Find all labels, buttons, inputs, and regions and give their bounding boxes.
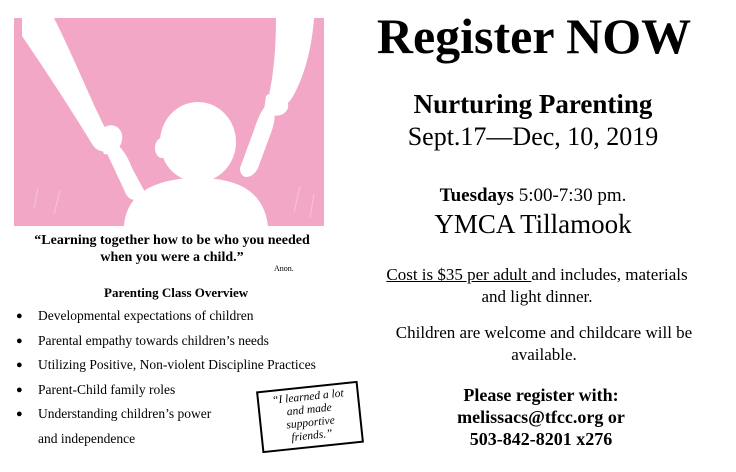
overview-title: Parenting Class Overview [104, 285, 249, 300]
schedule-time: 5:00-7:30 pm. [518, 185, 627, 206]
schedule-line [360, 184, 706, 208]
cost-text [372, 264, 702, 308]
schedule-day: Tuesdays [439, 185, 514, 206]
bullet-icon: ● [16, 334, 23, 347]
list-item-continuation: and independence [38, 430, 136, 446]
register-email: melissacs@tfcc.org or [457, 407, 625, 427]
bullet-icon: ● [16, 408, 23, 420]
page-title: Register NOW [376, 8, 692, 64]
venue-name: YMCA Tillamook [434, 209, 632, 239]
register-phone: 503-842-8201 x276 [469, 429, 613, 449]
list-item: ● Parent-Child family roles [14, 378, 354, 403]
left-column [0, 0, 360, 472]
bullet-icon: ● [16, 310, 23, 322]
quote-text: “Learning together how to be who you needed when you were a child.” [34, 233, 310, 265]
right-column [360, 0, 736, 472]
cost-underlined: Cost is $35 per adult [386, 265, 532, 284]
parent-child-silhouette-image [14, 18, 324, 226]
quote-author: Anon. [274, 264, 294, 273]
bullet-icon: ● [16, 359, 23, 371]
program-name: Nurturing Parenting [413, 89, 653, 119]
list-item: ● Parental empathy towards children’s needs [14, 329, 354, 354]
register-info [360, 384, 722, 450]
bullet-icon: ● [16, 383, 23, 396]
list-item: ● Understanding children’s power [14, 402, 354, 427]
register-heading: Please register with: [463, 385, 619, 405]
testimonial-text: “I learned a lot and made supportive friends.” [271, 387, 345, 445]
cost-details: and includes, materials and light dinner. [481, 265, 688, 306]
testimonial-box [256, 381, 364, 453]
list-item: ● Utilizing Positive, Non-violent Discipline Practices [14, 353, 354, 378]
program-dates: Sept.17—Dec, 10, 2019 [407, 122, 659, 151]
list-item: ● Developmental expectations of children [14, 304, 354, 329]
childcare-note: Children are welcome and childcare will be available. [395, 323, 693, 364]
silhouette-graphic [14, 18, 324, 226]
